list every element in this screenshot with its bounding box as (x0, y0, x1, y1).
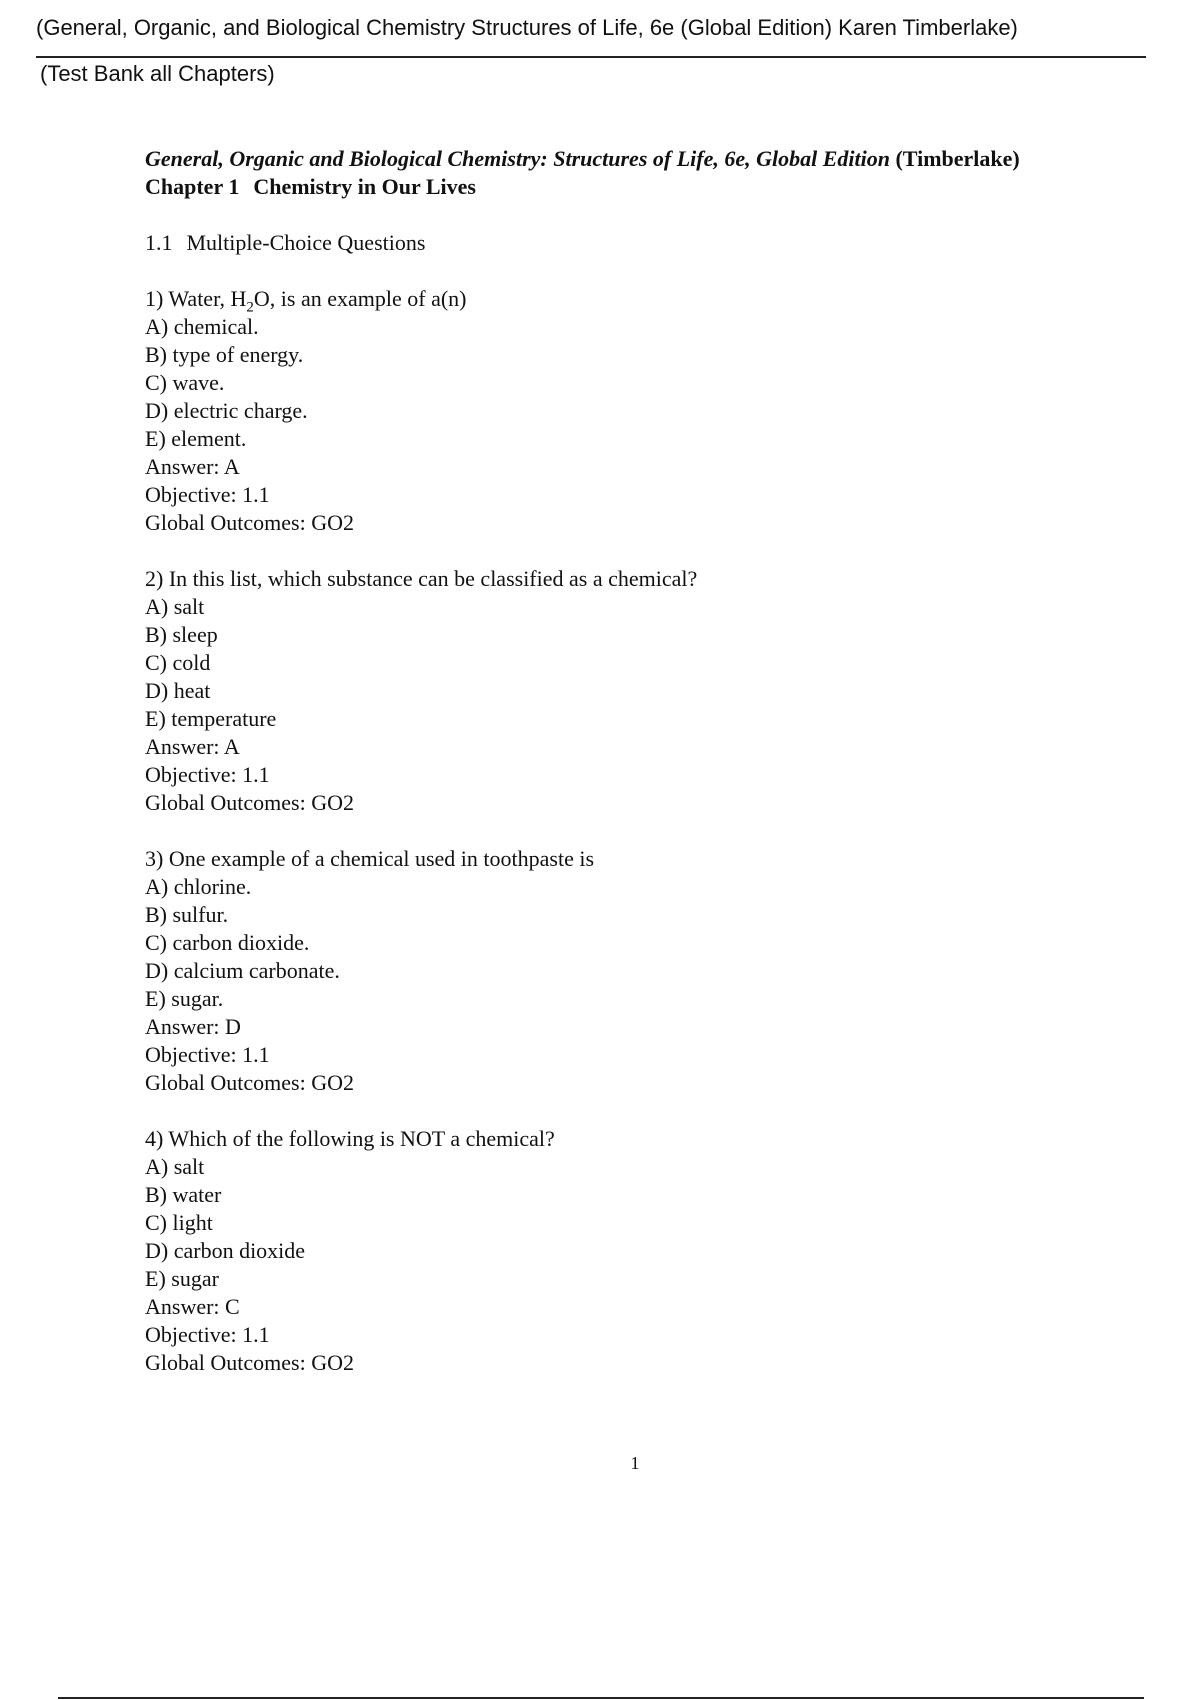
answer-option: B) sleep (145, 622, 218, 647)
chapter-title (145, 173, 1155, 201)
answer-option: A) chlorine. (145, 874, 252, 899)
answer-option: B) sulfur. (145, 902, 229, 927)
question-1 (145, 285, 1155, 537)
global-outcomes: Global Outcomes: GO2 (145, 790, 354, 815)
question-stem: 3) One example of a chemical used in toothpaste is (145, 846, 595, 871)
question-4 (145, 1125, 1155, 1377)
book-title (145, 145, 1155, 173)
answer-option: D) heat (145, 678, 211, 703)
objective: Objective: 1.1 (145, 762, 270, 787)
answer-option: A) salt (145, 594, 205, 619)
objective: Objective: 1.1 (145, 1322, 270, 1347)
answer-option: C) cold (145, 650, 211, 675)
global-outcomes: Global Outcomes: GO2 (145, 1070, 354, 1095)
answer-option: E) sugar. (145, 986, 224, 1011)
page-content (145, 145, 1155, 1377)
section-name: Multiple-Choice Questions (186, 230, 426, 255)
page-number: 1 (630, 1453, 640, 1473)
question-stem-text: 1) Water, H (145, 286, 247, 311)
answer-option: D) calcium carbonate. (145, 958, 340, 983)
objective: Objective: 1.1 (145, 482, 270, 507)
document-header-subtitle: (Test Bank all Chapters) (40, 61, 275, 86)
answer-key: Answer: C (145, 1294, 240, 1319)
subscript: 2 (246, 299, 254, 316)
section-title (145, 229, 1155, 257)
answer-option: D) carbon dioxide (145, 1238, 306, 1263)
question-2 (145, 565, 1155, 817)
answer-option: E) temperature (145, 706, 277, 731)
answer-option: B) type of energy. (145, 342, 304, 367)
question-stem (145, 285, 1155, 316)
book-title-author: (Timberlake) (895, 146, 1020, 171)
answer-option: C) wave. (145, 370, 225, 395)
global-outcomes: Global Outcomes: GO2 (145, 1350, 354, 1375)
global-outcomes: Global Outcomes: GO2 (145, 510, 354, 535)
chapter-name: Chemistry in Our Lives (253, 174, 476, 199)
answer-option: E) element. (145, 426, 247, 451)
footer-divider (58, 1697, 1144, 1699)
answer-option: B) water (145, 1182, 222, 1207)
answer-option: C) carbon dioxide. (145, 930, 310, 955)
header-divider (36, 56, 1146, 58)
answer-option: A) salt (145, 1154, 205, 1179)
answer-key: Answer: A (145, 734, 240, 759)
question-stem: 2) In this list, which substance can be classified as a chemical? (145, 566, 698, 591)
answer-key: Answer: D (145, 1014, 241, 1039)
answer-option: A) chemical. (145, 314, 259, 339)
question-stem-text: O, is an example of a(n) (253, 286, 467, 311)
section-number: 1.1 (145, 230, 173, 255)
answer-option: D) electric charge. (145, 398, 308, 423)
question-stem: 4) Which of the following is NOT a chemical? (145, 1126, 555, 1151)
answer-option: E) sugar (145, 1266, 219, 1291)
document-header-title: (General, Organic, and Biological Chemistry Structures of Life, 6e (Global Edition) Karen Timberlake) (36, 15, 1018, 40)
chapter-label: Chapter 1 (145, 174, 240, 199)
book-title-main: General, Organic and Biological Chemistry: Structures of Life, 6e, Global Edition (145, 146, 890, 171)
answer-key: Answer: A (145, 454, 240, 479)
question-3 (145, 845, 1155, 1097)
answer-option: C) light (145, 1210, 213, 1235)
objective: Objective: 1.1 (145, 1042, 270, 1067)
